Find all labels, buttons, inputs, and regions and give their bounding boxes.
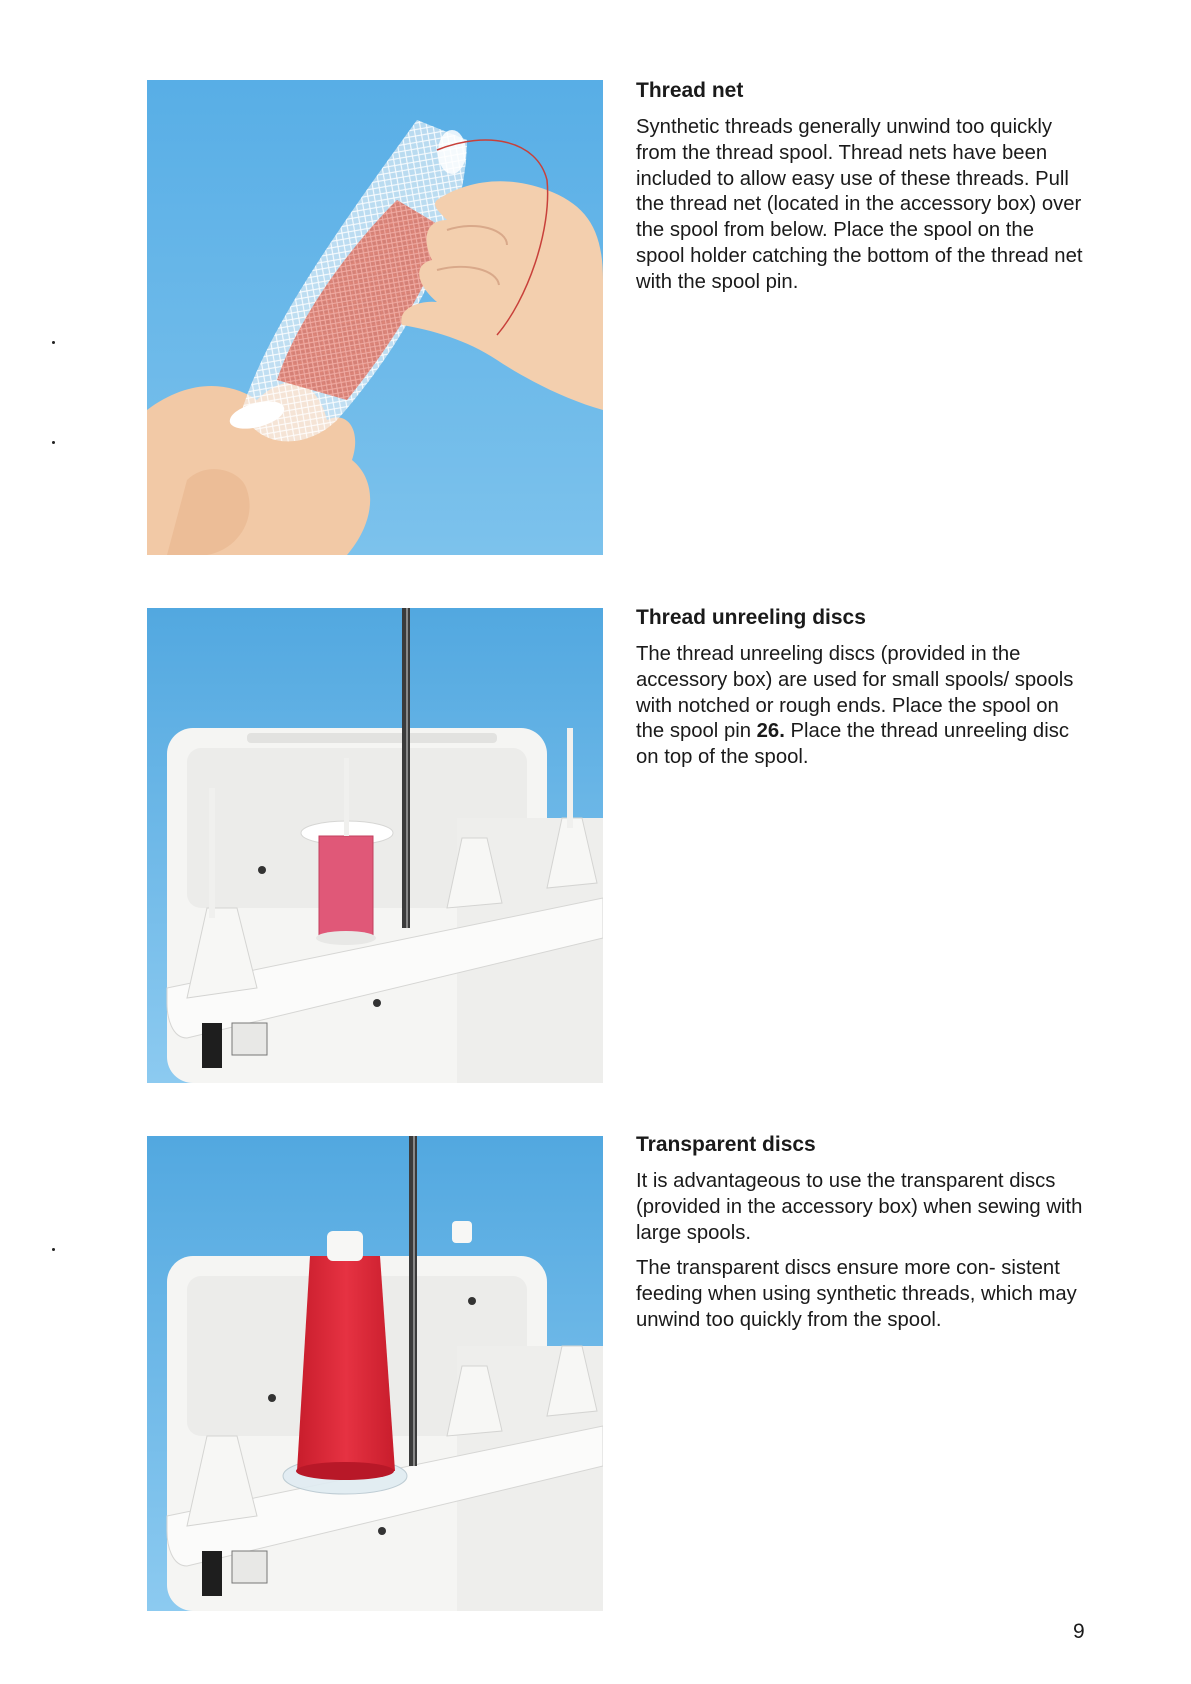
thread-unreeling-discs-text-end: Place the thread unreeling disc on top of the spool. (636, 720, 1069, 769)
margin-dot (52, 1248, 55, 1251)
transparent-discs-paragraph-2: The transparent discs ensure more con- sistent feeding when using synthetic threads, which may unwind too quickly from the spool. (636, 1257, 1077, 1331)
thread-net-photo (147, 80, 603, 555)
thread-unreeling-discs-text-start: The thread unreeling discs (provided in the accessory box) are used for small spools/ spools with notched or rough ends. Place the spool on the spool pin (636, 643, 1074, 743)
thread-unreeling-discs-heading: Thread unreeling discs (636, 606, 866, 629)
thread-net-heading: Thread net (636, 79, 744, 102)
transparent-discs-section (636, 1131, 1086, 1344)
transparent-disc-photo-illustration (147, 1136, 603, 1611)
thread-unreeling-disc-photo (147, 608, 603, 1083)
margin-dot (52, 441, 55, 444)
thread-unreeling-discs-paragraph (636, 642, 1086, 771)
thread-net-section (636, 77, 1086, 306)
margin-dot (52, 341, 55, 344)
thread-unreeling-discs-section (636, 604, 1086, 781)
thread-unreeling-disc-photo-illustration (147, 608, 603, 1083)
page-number: 9 (1073, 1620, 1085, 1643)
transparent-disc-photo (147, 1136, 603, 1611)
thread-net-photo-illustration (147, 80, 603, 555)
spool-pin-number: 26. (756, 720, 785, 743)
transparent-discs-heading: Transparent discs (636, 1133, 816, 1156)
transparent-discs-paragraph-1: It is advantageous to use the transparent discs (provided in the accessory box) when sewing with large spools. (636, 1170, 1083, 1244)
thread-net-paragraph: Synthetic threads generally unwind too quickly from the thread spool. Thread nets have been included to allow easy use of these threads. Pull the thread net (located in the accessory box) over the spool from below. Place the spool on the spool holder catching the bottom of the thread net with the spool pin. (636, 116, 1083, 293)
